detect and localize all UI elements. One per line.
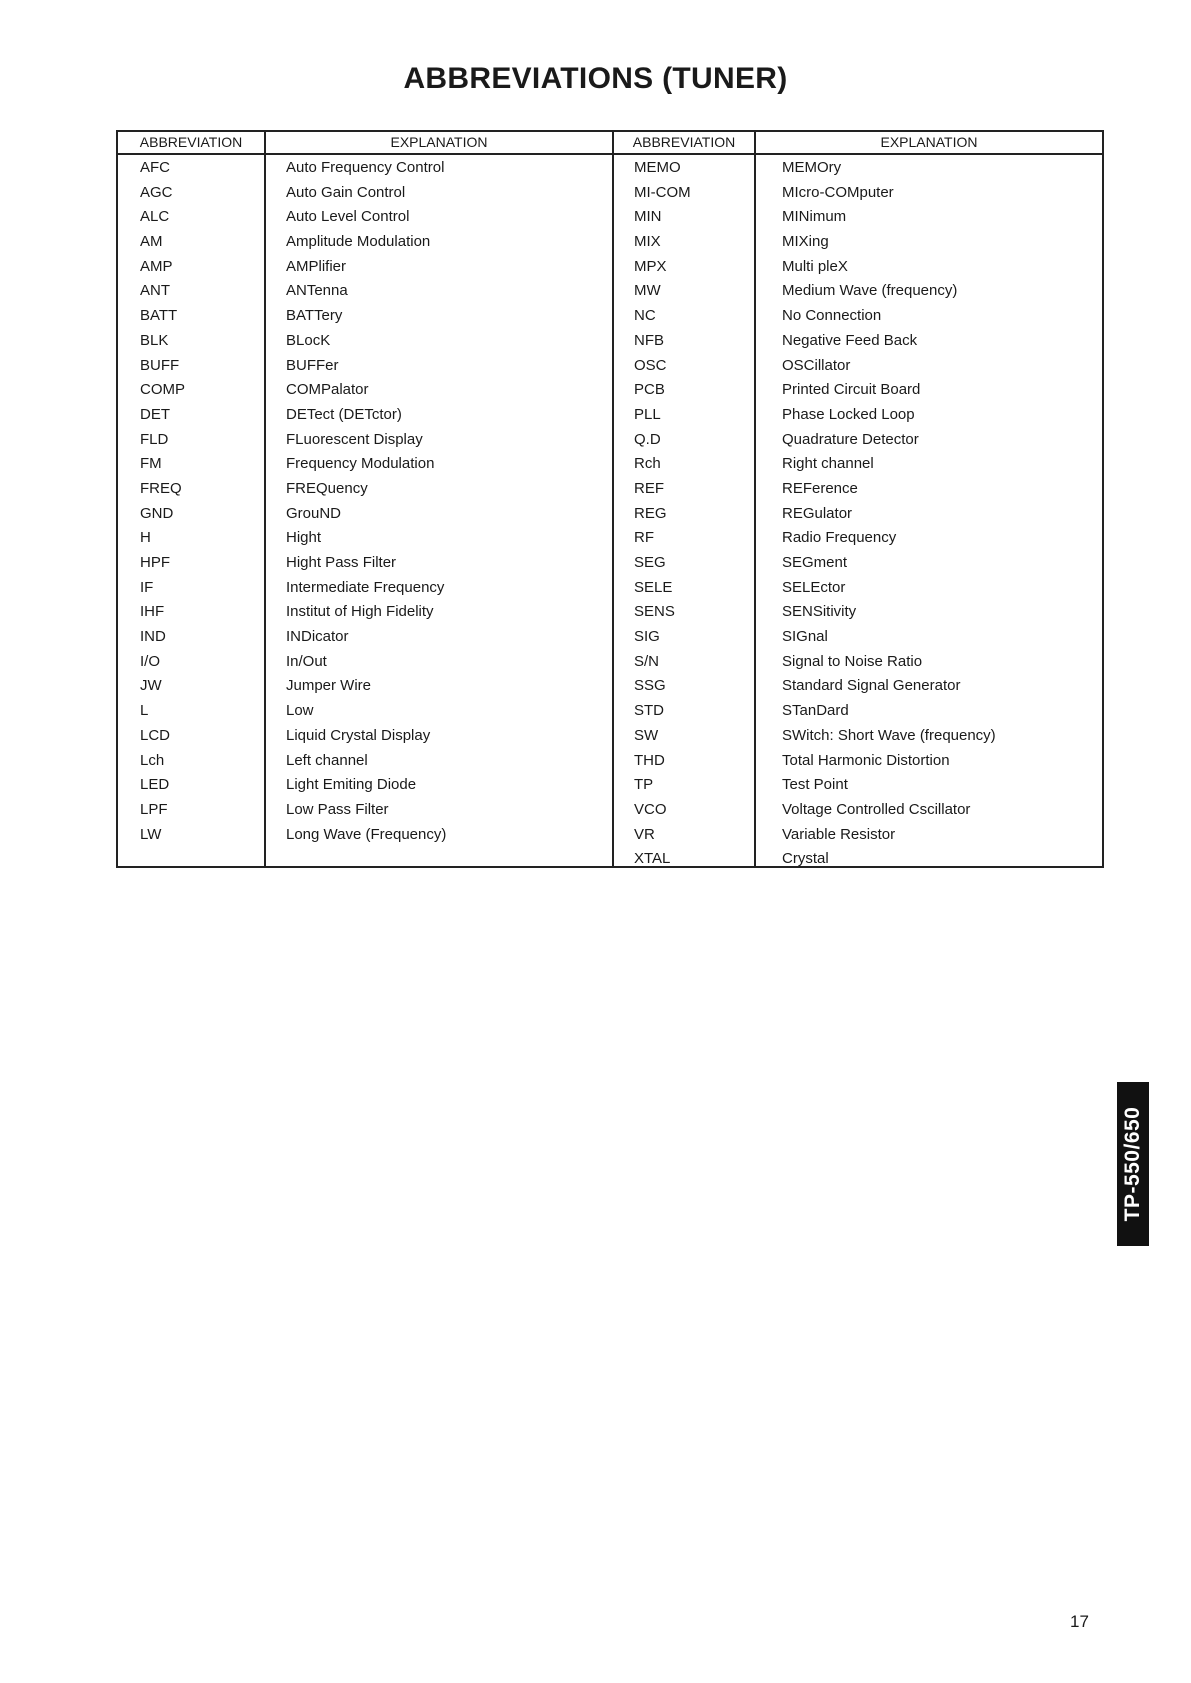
abbreviation-cell: FM (140, 455, 162, 473)
abbreviation-cell: BUFF (140, 356, 180, 374)
abbreviation-cell: LCD (140, 726, 171, 744)
abbreviation-cell: S/N (634, 652, 660, 670)
explanation-cell: BUFFer (286, 356, 339, 374)
header-abbreviation-right: ABBREVIATION (632, 134, 736, 150)
explanation-cell: Crystal (782, 850, 829, 868)
right-abbreviation-column (634, 156, 691, 872)
abbreviation-cell: PCB (634, 381, 665, 399)
abbreviation-cell: SSG (634, 677, 666, 695)
explanation-cell: Left channel (286, 751, 368, 769)
page-title: ABBREVIATIONS (TUNER) (403, 62, 788, 95)
explanation-cell: Variable Resistor (782, 825, 896, 843)
explanation-cell: GrouND (286, 504, 342, 522)
explanation-cell: Multi pleX (782, 257, 848, 275)
abbreviation-cell: VR (634, 825, 655, 843)
abbreviation-cell: GND (140, 504, 174, 522)
explanation-cell: Low Pass Filter (286, 800, 389, 818)
explanation-cell: Printed Circuit Board (782, 381, 921, 399)
abbreviation-cell: NFB (634, 331, 664, 349)
explanation-cell: Negative Feed Back (782, 331, 918, 349)
abbreviation-cell: THD (634, 751, 665, 769)
explanation-cell: Quadrature Detector (782, 430, 919, 448)
abbreviation-cell: SW (634, 726, 659, 744)
abbreviation-cell: ANT (140, 282, 170, 300)
abbreviation-cell: OSC (634, 356, 667, 374)
page-number: 17 (1070, 1612, 1089, 1631)
abbreviation-cell: SENS (634, 603, 675, 621)
explanation-cell: Hight (286, 529, 322, 547)
explanation-cell: DETect (DETctor) (286, 405, 402, 423)
header-explanation-left: EXPLANATION (390, 134, 488, 150)
abbreviation-cell: LW (140, 825, 162, 843)
explanation-cell: Intermediate Frequency (286, 578, 445, 596)
explanation-cell: MINimum (782, 208, 847, 226)
left-explanation-column (286, 156, 446, 847)
explanation-cell: Long Wave (Frequency) (286, 825, 447, 843)
abbreviation-cell: TP (634, 776, 654, 794)
explanation-cell: Frequency Modulation (286, 455, 435, 473)
explanation-cell: AMPlifier (286, 257, 347, 275)
explanation-cell: In/Out (286, 652, 327, 670)
explanation-cell: Right channel (782, 455, 874, 473)
abbreviation-cell: COMP (140, 381, 185, 399)
abbreviation-cell: IHF (140, 603, 165, 621)
abbreviation-cell: FREQ (140, 479, 182, 497)
abbreviation-cell: AMP (140, 257, 173, 275)
abbreviation-cell: LED (140, 776, 170, 794)
abbreviation-cell: L (140, 702, 149, 720)
explanation-cell: Signal to Noise Ratio (782, 652, 923, 670)
abbreviation-cell: MEMO (634, 159, 681, 176)
abbreviation-cell: LPF (140, 800, 168, 818)
explanation-cell: BLocK (286, 331, 331, 349)
explanation-cell: SENSitivity (782, 603, 857, 621)
abbreviation-cell: ALC (140, 208, 170, 226)
explanation-cell: ANTenna (286, 282, 348, 300)
header-abbreviation-left: ABBREVIATION (139, 134, 243, 150)
abbreviation-cell: HPF (140, 554, 170, 571)
explanation-cell: Light Emiting Diode (286, 776, 417, 794)
explanation-cell: Low (286, 702, 314, 720)
abbreviation-cell: NC (634, 307, 656, 325)
left-abbreviation-column (140, 156, 185, 847)
explanation-cell: FLuorescent Display (286, 430, 423, 448)
explanation-cell: Radio Frequency (782, 529, 897, 547)
abbreviation-cell: MIX (634, 233, 661, 251)
explanation-cell: SIGnal (782, 628, 828, 646)
explanation-cell: SEGment (782, 554, 848, 571)
abbreviation-cell: JW (140, 677, 162, 695)
column-divider (612, 132, 614, 866)
abbreviation-cell: REG (634, 504, 667, 522)
explanation-cell: Phase Locked Loop (782, 405, 915, 423)
abbreviation-cell: REF (634, 479, 664, 497)
abbreviation-cell: H (140, 529, 151, 547)
right-explanation-column (782, 156, 996, 872)
abbreviation-cell: DET (140, 405, 170, 423)
explanation-cell: Standard Signal Generator (782, 677, 961, 695)
abbreviation-cell: Q.D (634, 430, 661, 448)
abbreviation-cell: AGC (140, 183, 173, 201)
abbreviation-cell: MPX (634, 257, 667, 275)
explanation-cell: Auto Frequency Control (286, 159, 445, 176)
abbreviation-cell: MW (634, 282, 661, 300)
abbreviation-cell: IF (140, 578, 154, 596)
abbreviation-cell: Lch (140, 751, 165, 769)
explanation-cell: REGulator (782, 504, 853, 522)
explanation-cell: MEMOry (782, 159, 842, 176)
abbreviation-cell: VCO (634, 800, 667, 818)
explanation-cell: FREQuency (286, 479, 368, 497)
abbreviation-cell: SEG (634, 554, 666, 571)
abbreviation-cell: XTAL (634, 850, 671, 868)
explanation-cell: Auto Level Control (286, 208, 410, 226)
explanation-cell: MIcro-COMputer (782, 183, 894, 201)
abbreviation-cell: SELE (634, 578, 673, 596)
explanation-cell: Jumper Wire (286, 677, 372, 695)
abbreviation-cell: MI-COM (634, 183, 691, 201)
explanation-cell: Medium Wave (frequency) (782, 282, 958, 300)
column-divider (264, 132, 266, 866)
abbreviation-cell: AM (140, 233, 163, 251)
explanation-cell: STanDard (782, 702, 849, 720)
abbreviation-cell: BATT (140, 307, 178, 325)
abbreviation-cell: AFC (140, 159, 170, 176)
explanation-cell: INDicator (286, 628, 349, 646)
abbreviation-cell: BLK (140, 331, 169, 349)
abbreviation-cell: FLD (140, 430, 169, 448)
abbreviation-cell: STD (634, 702, 664, 720)
header-divider (118, 153, 1102, 155)
abbreviation-cell: MIN (634, 208, 662, 226)
abbreviation-cell: IND (140, 628, 166, 646)
explanation-cell: Institut of High Fidelity (286, 603, 434, 621)
abbreviation-cell: SIG (634, 628, 660, 646)
explanation-cell: BATTery (286, 307, 343, 325)
model-label: TP-550/650 (1121, 1106, 1144, 1222)
explanation-cell: OSCillator (782, 356, 851, 374)
explanation-cell: Auto Gain Control (286, 183, 406, 201)
model-side-tab (1117, 1082, 1149, 1246)
explanation-cell: MIXing (782, 233, 829, 251)
abbreviations-table (116, 130, 1104, 868)
explanation-cell: SELEctor (782, 578, 846, 596)
explanation-cell: Total Harmonic Distortion (782, 751, 950, 769)
column-divider (754, 132, 756, 866)
explanation-cell: REFerence (782, 479, 858, 497)
abbreviation-cell: I/O (140, 652, 161, 670)
explanation-cell: Amplitude Modulation (286, 233, 431, 251)
header-explanation-right: EXPLANATION (880, 134, 978, 150)
abbreviation-cell: PLL (634, 405, 661, 423)
abbreviation-cell: RF (634, 529, 654, 547)
explanation-cell: Test Point (782, 776, 848, 794)
explanation-cell: Hight Pass Filter (286, 554, 397, 571)
explanation-cell: Liquid Crystal Display (286, 726, 431, 744)
explanation-cell: No Connection (782, 307, 882, 325)
abbreviation-cell: Rch (634, 455, 661, 473)
explanation-cell: Voltage Controlled Cscillator (782, 800, 971, 818)
explanation-cell: COMPalator (286, 381, 369, 399)
explanation-cell: SWitch: Short Wave (frequency) (782, 726, 996, 744)
